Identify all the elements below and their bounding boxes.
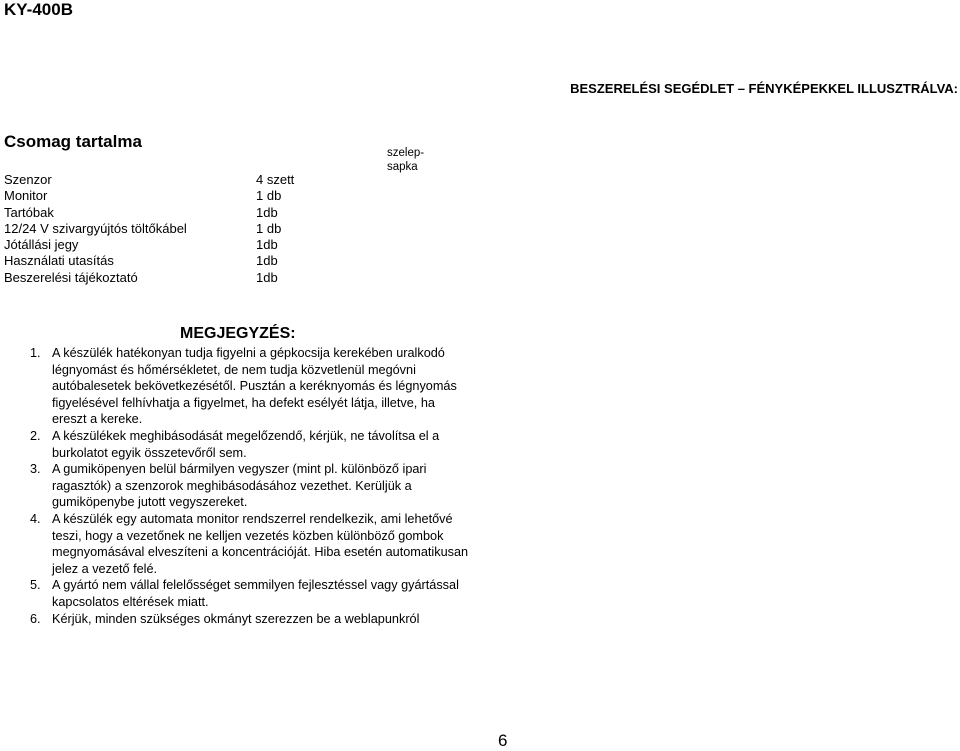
list-item — [4, 188, 336, 204]
list-item — [30, 461, 470, 511]
list-item — [30, 611, 470, 628]
model-title: KY-400B — [4, 0, 73, 19]
note-number: 1. — [30, 346, 41, 360]
item-quantity: 4 szett — [256, 172, 295, 187]
note-text: A készülék hatékonyan tudja figyelni a gépkocsija kerekében uralkodó légnyomást és hőmérsékletet, de nem tudja közvetlenül megóvni autóbalesetek bekövetkezésétől. Pusztán a keréknyomás és légnyomás figyelésével felhívhatja a figyelmet, ha defekt esélyét látja, illetve, ha ereszt a kereke. — [52, 346, 457, 427]
item-name: Szenzor — [4, 172, 52, 187]
item-quantity: 1db — [256, 253, 278, 269]
item-quantity: 1db — [256, 204, 278, 220]
package-contents-title: Csomag tartalma — [4, 132, 142, 151]
note-number: 3. — [30, 462, 41, 477]
list-item — [4, 237, 336, 253]
item-name: Tartóbak — [4, 204, 54, 220]
list-item — [4, 172, 336, 188]
item-quantity: 1db — [256, 237, 278, 253]
note-number: 2. — [30, 428, 41, 443]
item-quantity: 1db — [256, 269, 278, 285]
list-item — [30, 345, 470, 428]
note-text: A készülék egy automata monitor rendszerrel rendelkezik, ami lehetővé teszi, hogy a vezetőnek ne kelljen vezetés közben különböző gombok megnyomásával elveszíteni a koncentrációját. Hiba esetén automatikusan jelez a vezető felé. — [52, 511, 469, 576]
item-name: Használati utasítás — [4, 253, 114, 269]
valve-cap-label-line2: sapka — [387, 161, 418, 173]
item-name: Jótállási jegy — [4, 237, 79, 253]
note-text: A készülékek meghibásodását megelőzendő, kérjük, ne távolítsa el a burkolatot egyik összetevőről sem. — [52, 428, 440, 460]
package-contents-list — [4, 172, 336, 286]
item-name: Monitor — [4, 188, 48, 204]
item-name: 12/24 V szivargyújtós töltőkábel — [4, 220, 187, 236]
list-item — [30, 577, 470, 610]
list-item — [4, 221, 336, 237]
valve-cap-label — [387, 146, 424, 174]
document-subtitle: BESZERELÉSI SEGÉDLET – FÉNYKÉPEKKEL ILLUSZTRÁLVA: — [570, 81, 958, 96]
note-number: 6. — [30, 611, 41, 626]
list-item — [4, 270, 336, 286]
list-item — [30, 428, 470, 461]
item-quantity: 1 db — [256, 220, 282, 236]
page-number: 6 — [498, 731, 508, 750]
notes-heading: MEGJEGYZÉS: — [180, 325, 296, 342]
valve-cap-label-line1: szelep- — [387, 147, 425, 159]
note-number: 5. — [30, 578, 41, 593]
list-item — [4, 205, 336, 221]
item-quantity: 1 db — [256, 188, 282, 204]
note-text: A gumiköpenyen belül bármilyen vegyszer (mint pl. különböző ipari ragasztók) a szenzorok meghibásodásához vezethet. Kerüljük a gumiköpenybe jutott vegyszereket. — [52, 462, 427, 510]
list-item — [30, 511, 470, 577]
item-name: Beszerelési tájékoztató — [4, 269, 138, 285]
notes-list — [30, 345, 470, 627]
list-item — [4, 253, 336, 269]
note-text: A gyártó nem vállal felelősséget semmilyen fejlesztéssel vagy gyártással kapcsolatos eltérések miatt. — [52, 578, 459, 609]
note-text: Kérjük, minden szükséges okmányt szerezzen be a weblapunkról — [52, 611, 420, 626]
note-number: 4. — [30, 511, 41, 526]
